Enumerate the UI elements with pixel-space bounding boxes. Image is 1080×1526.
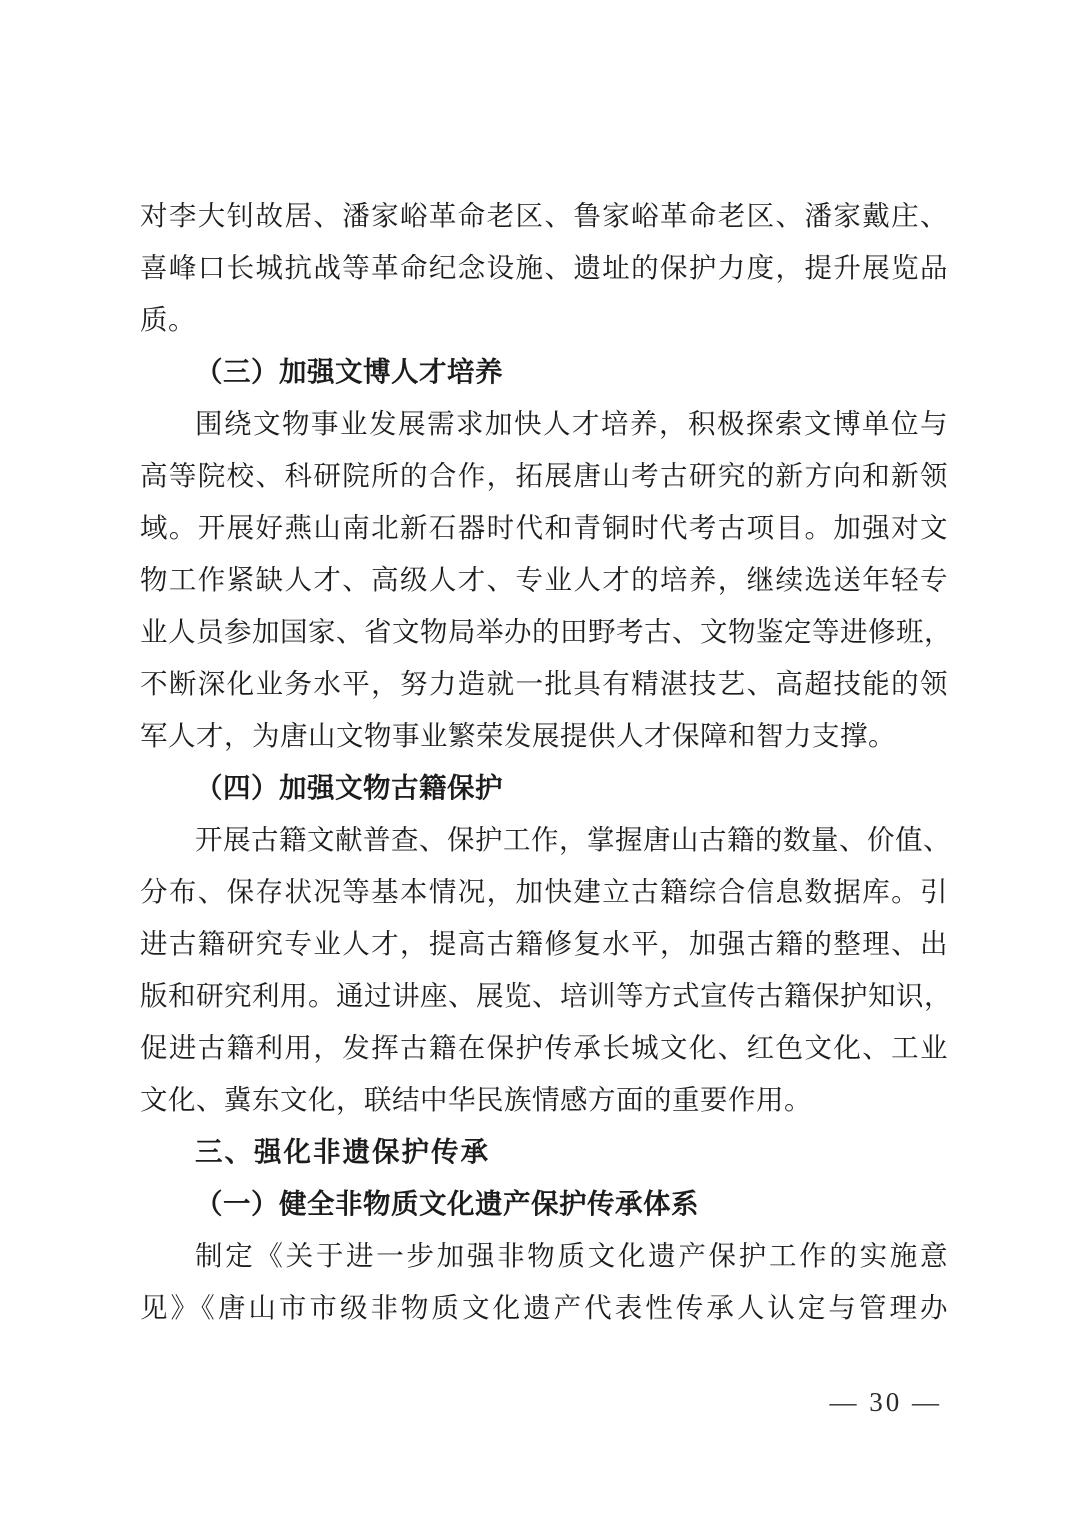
body-line: 开展古籍文献普查、保护工作，掌握唐山古籍的数量、价值、	[195, 824, 951, 855]
body-line: 文化、冀东文化，联结中华民族情感方面的重要作用。	[140, 1084, 812, 1115]
body-line: 制定《关于进一步加强非物质文化遗产保护工作的实施意	[195, 1240, 948, 1271]
body-line: 域。开展好燕山南北新石器时代和青铜时代考古项目。加强对文	[140, 512, 948, 543]
body-line: 版和研究利用。通过讲座、展览、培训等方式宣传古籍保护知识，	[140, 980, 952, 1011]
paragraph	[140, 398, 952, 762]
subsection-heading: （三）加强文博人才培养	[195, 356, 503, 387]
paragraph	[140, 814, 952, 1126]
body-line: 进古籍研究专业人才，提高古籍修复水平，加强古籍的整理、出	[140, 928, 948, 959]
body-line: 物工作紧缺人才、高级人才、专业人才的培养，继续选送年轻专	[140, 564, 948, 595]
body-line: 喜峰口长城抗战等革命纪念设施、遗址的保护力度，提升展览品	[140, 252, 948, 283]
subsection-heading: （四）加强文物古籍保护	[195, 772, 503, 803]
paragraph	[140, 190, 948, 346]
body-line: 高等院校、科研院所的合作，拓展唐山考古研究的新方向和新领	[140, 460, 948, 491]
body-line: 质。	[140, 304, 196, 335]
body-line: 业人员参加国家、省文物局举办的田野考古、文物鉴定等进修班，	[140, 616, 952, 647]
body-line: 不断深化业务水平，努力造就一批具有精湛技艺、高超技能的领	[140, 668, 948, 699]
body-line: 分布、保存状况等基本情况，加快建立古籍综合信息数据库。引	[140, 876, 948, 907]
section-heading: 三、强化非遗保护传承	[195, 1136, 490, 1167]
page-number: — 30 —	[829, 1387, 942, 1417]
document-body	[140, 190, 952, 1334]
body-line: 见》《唐山市市级非物质文化遗产代表性传承人认定与管理办	[140, 1292, 948, 1323]
paragraph	[140, 1230, 948, 1334]
body-line: 围绕文物事业发展需求加快人才培养，积极探索文博单位与	[195, 408, 948, 439]
subsection-heading: （一）健全非物质文化遗产保护传承体系	[195, 1188, 699, 1219]
body-line: 促进古籍利用，发挥古籍在保护传承长城文化、红色文化、工业	[140, 1032, 948, 1063]
body-line: 军人才，为唐山文物事业繁荣发展提供人才保障和智力支撑。	[140, 720, 896, 751]
body-line: 对李大钊故居、潘家峪革命老区、鲁家峪革命老区、潘家戴庄、	[140, 200, 948, 231]
